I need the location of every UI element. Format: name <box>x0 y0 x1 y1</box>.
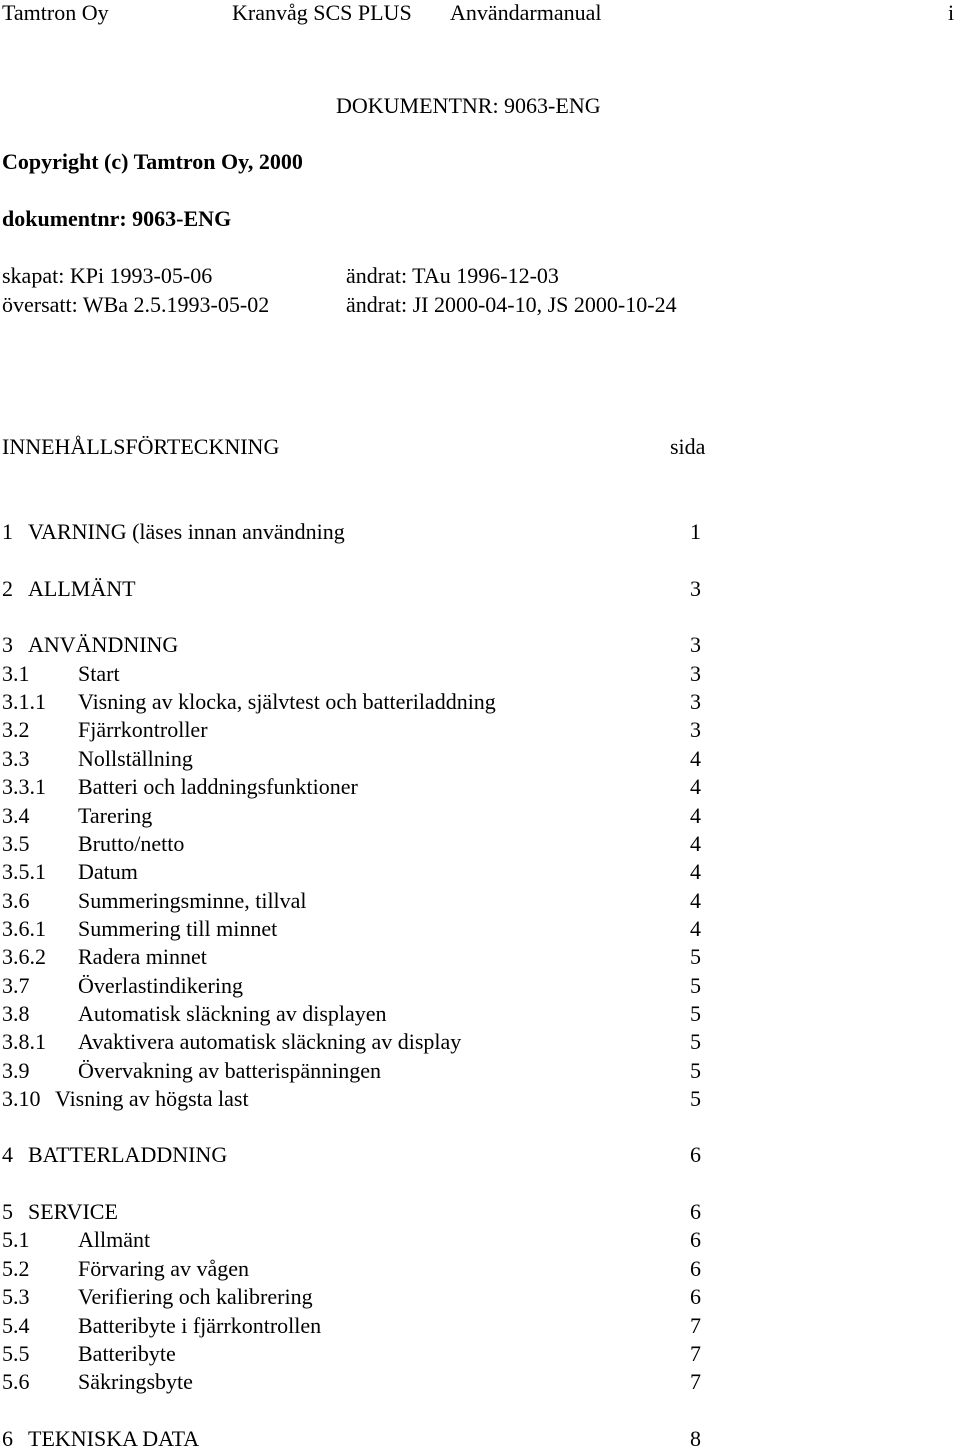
toc-entry <box>0 691 705 715</box>
toc-entry-number: 1 <box>2 519 13 544</box>
toc-entry-page: 3 <box>690 661 701 686</box>
toc-entry-title: Radera minnet <box>78 944 207 969</box>
toc-entry-title: Batteribyte <box>78 1341 176 1366</box>
toc-entry-number: 4 <box>2 1142 13 1167</box>
toc-entry <box>0 918 705 942</box>
toc-entry-title: Avaktivera automatisk släckning av display <box>78 1029 462 1054</box>
toc-entry-number: 5 <box>2 1199 13 1224</box>
toc-entry-page: 6 <box>690 1256 701 1281</box>
toc-entry-title: Säkringsbyte <box>78 1369 193 1394</box>
toc-entry-number: 3.7 <box>2 973 30 998</box>
toc-entry-page: 5 <box>690 1029 701 1054</box>
toc-entry <box>0 1031 705 1055</box>
toc-entry <box>0 1343 705 1367</box>
toc-entry <box>0 719 705 743</box>
toc-entry-number: 5.3 <box>2 1284 30 1309</box>
revision-changed-1: ändrat: TAu 1996-12-03 <box>346 263 559 288</box>
toc-entry-title: ALLMÄNT <box>28 576 136 601</box>
toc-entry-page: 5 <box>690 944 701 969</box>
toc-entry-page: 4 <box>690 831 701 856</box>
toc-entry <box>0 1315 705 1339</box>
toc-entry-title: BATTERLADDNING <box>28 1142 228 1167</box>
toc-entry-number: 2 <box>2 576 13 601</box>
toc-entry-number: 3.1.1 <box>2 689 46 714</box>
toc-entry <box>0 1229 705 1253</box>
toc-entry-page: 3 <box>690 689 701 714</box>
toc-entry-page: 3 <box>690 632 701 657</box>
header-doc-type: Användarmanual <box>450 0 602 25</box>
toc-entry <box>0 748 705 772</box>
toc-entry-page: 7 <box>690 1313 701 1338</box>
document-number-line: DOKUMENTNR: 9063-ENG <box>336 93 601 118</box>
toc-entry-page: 5 <box>690 1001 701 1026</box>
toc-entry-page: 4 <box>690 746 701 771</box>
toc-entry-number: 3.6.2 <box>2 944 46 969</box>
toc-entry-title: Fjärrkontroller <box>78 717 208 742</box>
toc-entry-number: 3.5.1 <box>2 859 46 884</box>
toc-entry <box>0 1286 705 1310</box>
toc-entry-title: Överlastindikering <box>78 973 243 998</box>
toc-page-column-label: sida <box>670 434 706 459</box>
toc-entry-number: 5.4 <box>2 1313 30 1338</box>
header-company: Tamtron Oy <box>2 0 109 25</box>
toc-entry <box>0 975 705 999</box>
toc-entry <box>0 634 705 658</box>
toc-entry-number: 3.10 <box>2 1086 41 1111</box>
toc-entry-number: 3.8 <box>2 1001 30 1026</box>
toc-entry <box>0 861 705 885</box>
toc-entry-title: SERVICE <box>28 1199 118 1224</box>
toc-entry-title: Start <box>78 661 120 686</box>
toc-entry-page: 6 <box>690 1227 701 1252</box>
toc-entry-page: 5 <box>690 1058 701 1083</box>
toc-entry <box>0 521 705 545</box>
toc-entry <box>0 776 705 800</box>
toc-entry-title: Batteri och laddningsfunktioner <box>78 774 358 799</box>
toc-entry-title: Övervakning av batterispänningen <box>78 1058 382 1083</box>
toc-entry-number: 3.1 <box>2 661 30 686</box>
toc-entry-page: 4 <box>690 916 701 941</box>
toc-entry-number: 3.5 <box>2 831 30 856</box>
toc-entry-page: 6 <box>690 1199 701 1224</box>
toc-entry-title: Brutto/netto <box>78 831 185 856</box>
toc-entry <box>0 833 705 857</box>
header-page-number: i <box>948 0 955 25</box>
toc-entry <box>0 805 705 829</box>
toc-entry-number: 3.9 <box>2 1058 30 1083</box>
toc-entry-title: Batteribyte i fjärrkontrollen <box>78 1313 322 1338</box>
revision-translated: översatt: WBa 2.5.1993-05-02 <box>2 292 270 317</box>
toc-entry-number: 3.3 <box>2 746 30 771</box>
toc-entry <box>0 1003 705 1027</box>
toc-entry <box>0 1144 705 1168</box>
toc-entry-title: Visning av klocka, självtest och batteriladdning <box>78 689 496 714</box>
toc-heading: INNEHÅLLSFÖRTECKNING <box>2 434 280 459</box>
toc-entry-title: Automatisk släckning av displayen <box>78 1001 387 1026</box>
toc-entry <box>0 1258 705 1282</box>
toc-entry-number: 3.4 <box>2 803 30 828</box>
toc-entry-page: 4 <box>690 774 701 799</box>
toc-entry-page: 4 <box>690 888 701 913</box>
toc-entry-page: 6 <box>690 1142 701 1167</box>
revision-created: skapat: KPi 1993-05-06 <box>2 263 213 288</box>
toc-entry <box>0 890 705 914</box>
toc-entry-page: 7 <box>690 1341 701 1366</box>
toc-entry-number: 6 <box>2 1426 13 1451</box>
toc-entry-title: Nollställning <box>78 746 193 771</box>
revision-changed-2: ändrat: JI 2000-04-10, JS 2000-10-24 <box>346 292 677 317</box>
toc-entry-title: Visning av högsta last <box>55 1086 249 1111</box>
toc-entry-title: Allmänt <box>78 1227 151 1252</box>
toc-entry-number: 5.5 <box>2 1341 30 1366</box>
toc-entry-number: 3 <box>2 632 13 657</box>
toc-entry-number: 5.1 <box>2 1227 30 1252</box>
header-product: Kranvåg SCS PLUS <box>232 0 412 25</box>
toc-entry-title: Förvaring av vågen <box>78 1256 250 1281</box>
toc-entry <box>0 1088 705 1112</box>
toc-entry <box>0 1201 705 1225</box>
toc-entry <box>0 946 705 970</box>
toc-entry-title: Tarering <box>78 803 153 828</box>
toc-entry-page: 3 <box>690 717 701 742</box>
toc-entry-page: 7 <box>690 1369 701 1394</box>
toc-entry-page: 5 <box>690 1086 701 1111</box>
toc-entry <box>0 663 705 687</box>
toc-entry-page: 3 <box>690 576 701 601</box>
toc-entry-number: 3.6.1 <box>2 916 46 941</box>
copyright-line: Copyright (c) Tamtron Oy, 2000 <box>2 149 303 174</box>
toc-entry-title: Summering till minnet <box>78 916 278 941</box>
toc-entry-number: 5.2 <box>2 1256 30 1281</box>
toc-entry-number: 3.2 <box>2 717 30 742</box>
toc-entry-page: 4 <box>690 803 701 828</box>
toc-entry-page: 1 <box>690 519 701 544</box>
toc-entry <box>0 1371 705 1395</box>
toc-entry-number: 3.8.1 <box>2 1029 46 1054</box>
toc-entry <box>0 1428 705 1452</box>
toc-entry-page: 4 <box>690 859 701 884</box>
toc-entry-title: Datum <box>78 859 138 884</box>
toc-entry-title: Verifiering och kalibrering <box>78 1284 313 1309</box>
toc-entry-number: 5.6 <box>2 1369 30 1394</box>
toc-entry-number: 3.3.1 <box>2 774 46 799</box>
document-number-bold: dokumentnr: 9063-ENG <box>2 206 232 231</box>
toc-entry-title: VARNING (läses innan användning <box>28 519 345 544</box>
toc-entry-title: Summeringsminne, tillval <box>78 888 307 913</box>
toc-entry-page: 5 <box>690 973 701 998</box>
toc-entry <box>0 578 705 602</box>
toc-entry-number: 3.6 <box>2 888 30 913</box>
toc-entry <box>0 1060 705 1084</box>
toc-entry-page: 6 <box>690 1284 701 1309</box>
toc-entry-title: ANVÄNDNING <box>28 632 179 657</box>
toc-entry-page: 8 <box>690 1426 701 1451</box>
toc-entry-title: TEKNISKA DATA <box>28 1426 200 1451</box>
